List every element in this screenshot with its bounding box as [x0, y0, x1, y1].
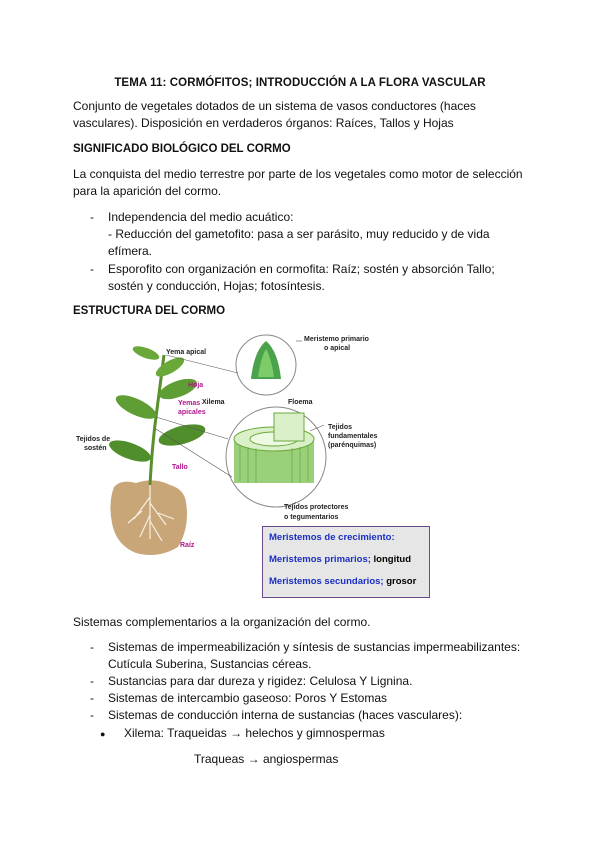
label-meristemo-1: Meristemo primario: [304, 336, 369, 343]
list-item: Independencia del medio acuático:: [108, 210, 294, 224]
list-dash: -: [90, 640, 94, 654]
cormo-structure-figure: [66, 327, 446, 559]
label-tejidos-sosten-2: sostén: [84, 445, 107, 452]
label-tejidos-sosten-1: Tejidos de: [76, 436, 111, 443]
list-item: Sustancias para dar dureza y rigidez: Celulosa Y Lignina.: [108, 674, 413, 688]
leaf-shape: [113, 390, 160, 423]
label-hoja: Hoja: [188, 382, 204, 389]
page-title: TEMA 11: CORMÓFITOS; INTRODUCCIÓN A LA FLORA VASCULAR: [114, 77, 486, 89]
bullet-icon: ●: [100, 729, 106, 739]
traqueas-line: Traqueas → angiospermas: [194, 752, 339, 766]
list-item: [108, 226, 529, 260]
list-item-cont: sostén y conducción, Hojas; fotosíntesis.: [108, 279, 325, 293]
label-floema: Floema: [288, 399, 313, 406]
list-item: Sistemas de conducción interna de sustancias (haces vasculares):: [108, 708, 463, 722]
leaf-shape: [107, 436, 154, 466]
complementarios-intro: Sistemas complementarios a la organización del cormo.: [73, 615, 371, 629]
list-item: [108, 261, 529, 295]
label-xilema: Xilema: [202, 399, 225, 406]
label-yemas-1: Yemas: [178, 400, 201, 407]
label-tallo: Tallo: [172, 464, 188, 471]
intro-line-1: Conjunto de vegetales dotados de un sistema de vasos conductores (haces: [73, 99, 476, 113]
label-prot-1: Tejidos protectores: [284, 504, 349, 511]
meristem-box-line-2: Meristemos primarios; longitud: [269, 554, 412, 565]
label-fund-2: fundamentales: [328, 433, 378, 440]
meristem-box: [262, 526, 430, 598]
xilema-line: Xilema: Traqueidas → helechos y gimnospermas: [124, 726, 385, 740]
label-yemas-2: apicales: [178, 409, 206, 416]
label-yema-apical: Yema apical: [166, 349, 207, 356]
list-dash: -: [90, 674, 94, 688]
arrow-right-icon: →: [230, 726, 243, 740]
list-item-cont: efímera.: [108, 244, 153, 258]
list-dash: -: [90, 691, 94, 705]
list-item-line: - Reducción del gametofito: pasa a ser parásito, muy reducido y de vida: [108, 227, 490, 241]
list-dash: -: [90, 708, 94, 722]
meristem-box-line-1: Meristemos de crecimiento:: [269, 532, 395, 543]
label-prot-2: o tegumentarios: [284, 514, 339, 521]
label-fund-1: Tejidos: [328, 424, 352, 431]
meristem-box-line-3: Meristemos secundarios; grosor: [269, 576, 417, 587]
intro-line-2: vasculares). Disposición en verdaderos órganos: Raíces, Tallos y Hojas: [73, 116, 454, 130]
list-item-line: Esporofito con organización en cormofita: Raíz; sostén y absorción Tallo;: [108, 262, 495, 276]
list-item: [108, 639, 529, 673]
label-meristemo-2: o apical: [324, 345, 351, 352]
intro-paragraph: [73, 98, 529, 132]
significado-line-1: La conquista del medio terrestre por parte de los vegetales como motor de selección: [73, 167, 523, 181]
list-item: Sistemas de intercambio gaseoso: Poros Y Estomas: [108, 691, 388, 705]
significado-line-2: para la aparición del cormo.: [73, 184, 222, 198]
list-dash: -: [90, 210, 94, 224]
arrow-right-icon: →: [247, 752, 260, 766]
list-dash: -: [90, 262, 94, 276]
leaf-shape: [131, 344, 161, 363]
label-raiz: Raíz: [180, 542, 195, 549]
section-heading-significado: SIGNIFICADO BIOLÓGICO DEL CORMO: [73, 143, 291, 155]
list-item-line: Sistemas de impermeabilización y síntesis de sustancias impermeabilizantes:: [108, 640, 521, 654]
list-item-cont: Cutícula Suberina, Sustancias céreas.: [108, 657, 312, 671]
section-heading-estructura: ESTRUCTURA DEL CORMO: [73, 305, 226, 317]
label-fund-3: (parénquimas): [328, 442, 377, 449]
significado-paragraph: [73, 166, 529, 200]
